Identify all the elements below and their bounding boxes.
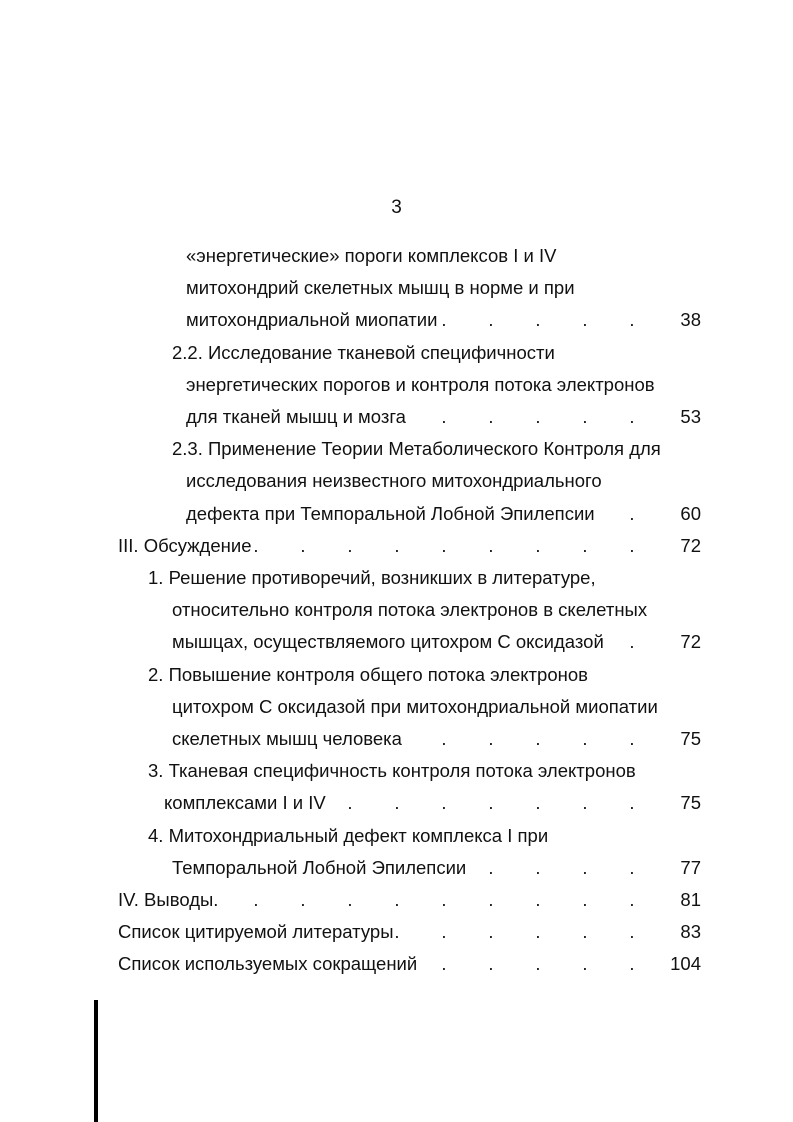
leader-dot: .: [441, 889, 447, 910]
toc-entry-text: исследования неизвестного митохондриального: [186, 470, 602, 491]
leader-dot: .: [629, 406, 635, 427]
leader-dot: .: [535, 309, 541, 330]
toc-entry-text: 2.2. Исследование тканевой специфичности: [172, 342, 555, 363]
toc-entry-text: дефекта при Темпоральной Лобной Эпилепсии: [186, 503, 595, 524]
toc-page-number: 75: [680, 728, 701, 749]
leader-dot: .: [488, 309, 494, 330]
toc-page-number: 60: [680, 503, 701, 524]
leader-dot: .: [629, 889, 635, 910]
toc-page-number: 38: [680, 309, 701, 330]
leader-dot: .: [300, 535, 306, 556]
toc-entry-text: скелетных мышц человека: [172, 728, 402, 749]
leader-dot: .: [488, 728, 494, 749]
leader-dot: .: [488, 953, 494, 974]
leader-dot: .: [394, 792, 400, 813]
toc-line: [118, 952, 793, 976]
toc-page-number: 104: [670, 953, 701, 974]
toc-page-number: 72: [680, 631, 701, 652]
leader-dot: .: [582, 406, 588, 427]
toc-line: [118, 920, 793, 944]
leader-dot: .: [441, 792, 447, 813]
toc-page-number: 53: [680, 406, 701, 427]
leader-dot: .: [488, 406, 494, 427]
leader-dot: .: [441, 309, 447, 330]
toc-entry-text: цитохром С оксидазой при митохондриальной миопатии: [172, 696, 658, 717]
toc-entry-text: энергетических порогов и контроля потока электронов: [186, 374, 655, 395]
toc-line: [186, 469, 793, 493]
toc-page-number: 83: [680, 921, 701, 942]
toc-page-number: 81: [680, 889, 701, 910]
toc-line: [172, 630, 793, 654]
toc-line: [172, 856, 793, 880]
leader-dot: .: [629, 631, 635, 652]
leader-dot: .: [582, 535, 588, 556]
toc-entry-text: «энергетические» пороги комплексов I и IV: [186, 245, 557, 266]
toc-entry-text: 3. Тканевая специфичность контроля потока электронов: [148, 760, 636, 781]
toc-line: [186, 373, 793, 397]
toc-entry-text: Список используемых сокращений: [118, 953, 418, 974]
leader-dot: .: [441, 728, 447, 749]
toc-entry-text: 1. Решение противоречий, возникших в литературе,: [148, 567, 596, 588]
leader-dot: .: [535, 857, 541, 878]
toc-line: [172, 598, 793, 622]
leader-dot: .: [582, 921, 588, 942]
toc-page-number: 75: [680, 792, 701, 813]
leader-dot: .: [441, 953, 447, 974]
leader-dot: .: [535, 406, 541, 427]
page-number: 3: [391, 197, 402, 218]
leader-dot: .: [629, 503, 635, 524]
leader-dot: .: [535, 728, 541, 749]
leader-dot: .: [582, 889, 588, 910]
toc-page-number: 72: [680, 535, 701, 556]
leader-dot: .: [347, 535, 353, 556]
leader-dot: .: [582, 728, 588, 749]
toc-entry-text: 2. Повышение контроля общего потока электронов: [148, 664, 588, 685]
toc-line: [172, 341, 793, 365]
leader-dot: .: [394, 535, 400, 556]
leader-dot: .: [347, 889, 353, 910]
toc-line: [186, 244, 793, 268]
leader-dot: .: [535, 535, 541, 556]
toc-line: [172, 437, 793, 461]
leader-dot: .: [535, 889, 541, 910]
toc-entry-text: Темпоральной Лобной Эпилепсии: [172, 857, 467, 878]
toc-entry-text: Список цитируемой литературы: [118, 921, 394, 942]
toc-entry-text: 4. Митохондриальный дефект комплекса I при: [148, 825, 549, 846]
leader-dot: .: [582, 309, 588, 330]
toc-line: [186, 502, 793, 526]
leader-dot: .: [300, 889, 306, 910]
leader-dot: .: [582, 792, 588, 813]
leader-dot: .: [629, 309, 635, 330]
leader-dot: .: [394, 889, 400, 910]
toc-line: [172, 727, 793, 751]
toc-entry-text: митохондриальной миопатии: [186, 309, 438, 330]
toc-line: [118, 534, 793, 558]
leader-dot: .: [629, 953, 635, 974]
leader-dot: .: [488, 889, 494, 910]
toc-line: [186, 276, 793, 300]
toc-line: [148, 566, 793, 590]
leader-dot: .: [441, 406, 447, 427]
leader-dot: .: [253, 889, 259, 910]
toc-entry-text: митохондрий скелетных мышц в норме и при: [186, 277, 575, 298]
toc-entry-text: IV. Выводы.: [118, 889, 219, 910]
toc-entry-text: комплексами I и IV: [164, 792, 326, 813]
toc-page-number: 77: [680, 857, 701, 878]
leader-dot: .: [441, 535, 447, 556]
leader-dot: .: [488, 792, 494, 813]
leader-dot: .: [535, 953, 541, 974]
leader-dot: .: [347, 792, 353, 813]
toc-line: [172, 695, 793, 719]
toc-entry-text: для тканей мышц и мозга: [186, 406, 406, 427]
toc-line: [148, 663, 793, 687]
leader-dot: .: [629, 921, 635, 942]
leader-dot: .: [629, 792, 635, 813]
page-edge-line: [94, 1000, 98, 1122]
leader-dot: .: [629, 857, 635, 878]
leader-dot: .: [488, 535, 494, 556]
leader-dot: .: [535, 792, 541, 813]
toc-line: [164, 791, 793, 815]
toc-line: [186, 308, 793, 332]
toc-entry-text: 2.3. Применение Теории Метаболического Контроля для: [172, 438, 661, 459]
toc-entry-text: III. Обсуждение: [118, 535, 252, 556]
toc-line: [148, 824, 793, 848]
leader-dot: .: [488, 857, 494, 878]
leader-dot: .: [629, 535, 635, 556]
toc-entry-text: относительно контроля потока электронов в скелетных: [172, 599, 648, 620]
leader-dot: .: [441, 921, 447, 942]
leader-dot: .: [394, 921, 400, 942]
leader-dot: .: [253, 535, 259, 556]
leader-dot: .: [582, 953, 588, 974]
toc-line: [186, 405, 793, 429]
toc-line: [148, 759, 793, 783]
leader-dot: .: [629, 728, 635, 749]
leader-dot: .: [535, 921, 541, 942]
leader-dot: .: [582, 857, 588, 878]
toc-entry-text: мышцах, осуществляемого цитохром С оксидазой: [172, 631, 604, 652]
toc-line: [118, 888, 793, 912]
leader-dot: .: [488, 921, 494, 942]
